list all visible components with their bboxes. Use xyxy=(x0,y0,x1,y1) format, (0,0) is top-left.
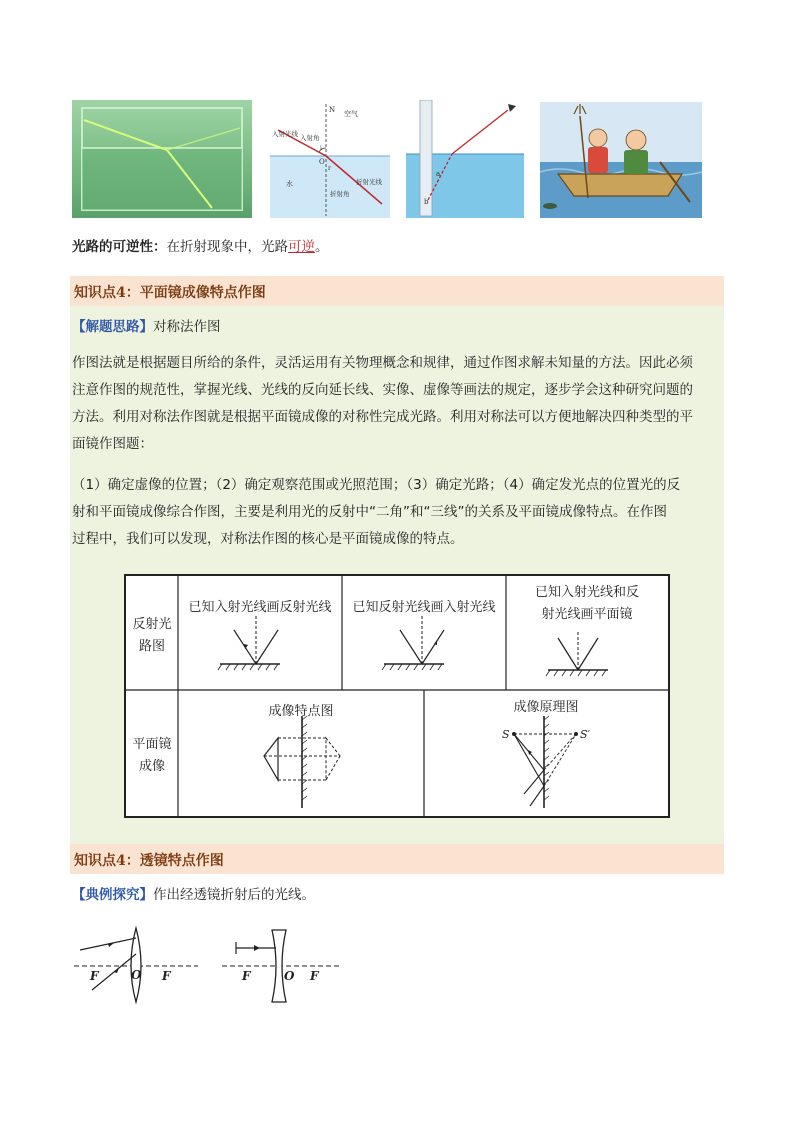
refracted-ray-label: 折射光线 xyxy=(356,178,382,186)
cell3-title xyxy=(506,582,668,626)
reversibility-line xyxy=(72,234,732,262)
tip-line xyxy=(72,314,712,341)
cell1-title: 已知入射光线画反射光线 xyxy=(188,600,332,615)
reflect-diagram-3 xyxy=(546,632,608,676)
s-prime-label: S′ xyxy=(580,728,591,741)
para1-line: 注意作图的规范性，掌握光线、光线的反向延长线、实像、虚像等画法的规定，逐步学会这种研究问题的 xyxy=(72,382,693,398)
para2 xyxy=(72,472,722,553)
cell5-title: 成像原理图 xyxy=(513,700,579,715)
para1-line: 作图法就是根据题目所给的条件，灵活运用有关物理概念和规律，通过作图求解未知量的方法。因此必须 xyxy=(72,355,693,371)
image-row xyxy=(72,100,712,220)
rod-a-label: a xyxy=(436,170,441,178)
reversibility-end: 。 xyxy=(315,239,329,255)
para1 xyxy=(72,350,722,458)
fishing-cartoon xyxy=(540,102,702,218)
rod-b-label: b xyxy=(424,198,429,206)
water-label: 水 xyxy=(286,180,293,188)
r-label: r xyxy=(328,165,331,172)
tip-text: 对称法作图 xyxy=(153,319,221,335)
lens2-f-right: F xyxy=(310,969,319,983)
example-text: 作出经透镜折射后的光线。 xyxy=(153,887,315,903)
imaging-principle-diagram xyxy=(502,716,591,808)
i-label: i xyxy=(320,145,322,152)
row2-header-line: 平面镜 xyxy=(132,737,172,752)
tip-bracket: 【解题思路】 xyxy=(72,319,153,335)
convex-lens-diagram xyxy=(74,924,198,1004)
refraction-diagram xyxy=(270,100,390,218)
section4-heading-bar xyxy=(70,276,724,306)
row1-header-line: 路图 xyxy=(138,639,165,654)
row1-header xyxy=(126,614,178,658)
cell3-line: 已知入射光线和反 xyxy=(534,585,639,600)
lens2-f-left: F xyxy=(242,969,251,983)
normal-label: N xyxy=(329,106,336,114)
air-label: 空气 xyxy=(344,110,358,118)
cell4-title: 成像特点图 xyxy=(268,704,334,719)
reflect-diagram-2 xyxy=(382,616,444,670)
para2-line: （1）确定虚像的位置；（2）确定观察范围或光照范围；（3）确定光路；（4）确定发光点的位置光的反 xyxy=(72,477,681,493)
lens-heading: 知识点4：透镜特点作图 xyxy=(74,853,224,869)
para2-line: 射和平面镜成像综合作图，主要是利用光的反射中“二角”和“三线”的关系及平面镜成像特点。在作图 xyxy=(72,504,667,520)
lens1-o: O xyxy=(131,968,142,982)
para1-line: 方法。利用对称法作图就是根据平面镜成像的对称性完成光路。利用对称法可以方便地解决四种类型的平 xyxy=(72,409,693,425)
lens1-f-left: F xyxy=(90,969,99,983)
lens-heading-bar xyxy=(70,844,724,874)
reversibility-label: 光路的可逆性： xyxy=(72,239,167,255)
incident-angle-label: 入射角 xyxy=(300,134,320,142)
s-label: S xyxy=(502,728,510,741)
para1-line: 面镜作图题： xyxy=(72,436,153,452)
example-bracket: 【典例探究】 xyxy=(72,887,153,903)
glass-tank-laser-photo xyxy=(72,100,252,218)
incident-ray-label: 入射光线 xyxy=(272,130,298,138)
row2-header-line: 成像 xyxy=(138,759,165,774)
section4-heading: 知识点4：平面镜成像特点作图 xyxy=(74,285,266,301)
example-line xyxy=(72,882,732,909)
cell3-line: 射光线画平面镜 xyxy=(541,607,633,622)
imaging-characteristics-diagram xyxy=(264,716,340,808)
mirror-table xyxy=(124,574,670,818)
rod-in-water-diagram xyxy=(406,100,524,218)
lens1-f-right: F xyxy=(162,969,171,983)
row1-header-line: 反射光 xyxy=(132,617,172,632)
row2-header xyxy=(126,734,178,778)
origin-label: O xyxy=(319,158,325,166)
cell2-title: 已知反射光线画入射光线 xyxy=(352,600,496,615)
lens2-o: O xyxy=(284,969,295,983)
concave-lens-diagram xyxy=(222,924,342,1004)
reflect-diagram-1 xyxy=(218,616,280,670)
refraction-angle-label: 折射角 xyxy=(330,190,350,198)
reversibility-text: 在折射现象中，光路 xyxy=(166,239,288,255)
para2-line: 过程中，我们可以发现，对称法作图的核心是平面镜成像的特点。 xyxy=(72,531,464,547)
reversibility-highlight: 可逆 xyxy=(288,239,315,255)
